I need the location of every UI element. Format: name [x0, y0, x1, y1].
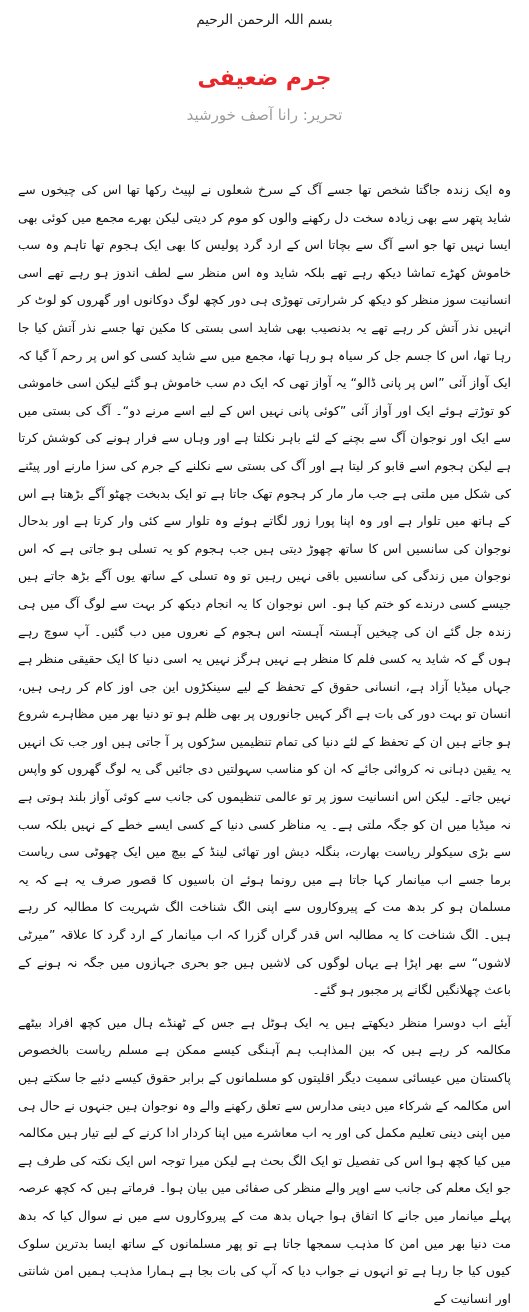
- article-body: [18, 176, 511, 1312]
- article-title: جرم ضعیفی: [197, 66, 332, 91]
- article-paragraph-2: آیئے اب دوسرا منظر دیکھتے ہیں یہ ایک ہوٹل ہے جس کے ٹھنڈے ہال میں کچھ افراد بیٹھے مکالمہ کر رہے ہیں کہ بین المذاہب ہم آہنگی کیسے ممکن ہے مسلم ریاست بالخصوص پاکستان میں عیسائی سمیت دیگر اقلیتوں کو مسلمانوں کے برابر حقوق کیسے دئیے جا سکتے ہیں اس مکالمہ کے شرکاء میں دینی مدارس سے تعلق رکھنے والے وہ نوجوان ہیں جنہوں نے حال ہی میں اپنی دینی تعلیم مکمل کی اور یہ اب معاشرے میں اپنا کردار ادا کرنے کے لیے تیار ہیں مکالمہ میں کیا کچھ ہوا اس کی تفصیل تو ایک الگ بحث ہے لیکن میرا توجہ اس ایک نکتہ کی طرف ہے جو ایک معلم کی جانب سے اوپر والے منظر کی صفائی میں بیان ہوا۔ فرماتے ہیں کہ کچھ عرصہ پہلے میانمار میں جانے کا اتفاق ہوا جہاں بدھ مت کے پیروکاروں سے میں نے سوال کیا کہ بدھ مت دنیا بھر میں امن کا مذہب سمجھا جاتا ہے تو پھر مسلمانوں کے ساتھ ایسا بدترین سلوک کیوں کیا جا رہا ہے تو انہوں نے جواب دیا کہ آپ کی بات بجا ہے ہمارا مذہب ہمیں امن شانتی اور انسانیت کے: [18, 1014, 511, 1306]
- author-byline: تحریر: رانا آصف خورشید: [186, 106, 343, 124]
- bismillah-heading: بسم اللہ الرحمن الرحیم: [196, 12, 333, 28]
- article-paragraph-1: وہ ایک زندہ جاگتا شخص تھا جسے آگ کے سرخ شعلوں نے لپیٹ رکھا تھا اس کی چیخوں سے شاید پتھر سے بھی زیادہ سخت دل رکھنے والوں کو موم کر دیتی لیکن بھرے مجمع میں کوئی بھی ایسا نہیں تھا جو اسے آگ سے بچاتا اس کے ارد گرد پولیس کا بھی ایک ہجوم تھا تاہم وہ سب خاموش کھڑے تماشا دیکھ رہے تھے بلکہ شاید وہ اس منظر سے لطف اندوز ہو رہے تھے اسی انسانیت سوز منظر کو دیکھ کر شرارتی تھوڑی ہی دور کچھ لوگ دوکانوں اور گھروں کو لوٹ کر انہیں نذر آتش کر رہے تھے یہ بدنصیب بھی شاید اسی بستی کا مکین تھا جسے نذر آتش کیا جا رہا تھا، اس کا جسم جل کر سیاہ ہو رہا تھا، مجمع میں سے شاید کسی کو اس پر رحم آ گیا کہ ایک آواز آئی ”اس پر پانی ڈالو“ یہ آواز تھی کہ ایک دم سب خاموش ہو گئے لیکن اسی خاموشی کو توڑتے ہوئے ایک اور آواز آئی ”کوئی پانی نہیں اس کے لیے اسے مرنے دو“۔ آگ کی بستی میں سے ایک اور نوجوان آگ سے بچنے کے لئے باہر نکلتا ہے اور وہاں سے فرار ہونے کی کوشش کرتا ہے لیکن ہجوم اسے قابو کر لیتا ہے اور آگ کی بستی سے نکلنے کے جرم کی سزا مارنے اور پیٹنے کی شکل میں ملتی ہے جب مار مار کر ہجوم تھک جاتا ہے تو ایک بدبخت چھٹو آگے بڑھتا ہے اس کے ہاتھ میں تلوار ہے اور وہ اپنا پورا زور لگاتے ہوئے وہ تلوار سے کئی وار کرتا ہے اور بدحال نوجوان کی سانسیں اس کا ساتھ چھوڑ دیتی ہیں جب ہجوم کو یہ تسلی ہو جاتی ہے کہ اس نوجوان میں زندگی کی سانسیں باقی نہیں رہیں تو وہ تسلی کے ساتھ یوں آگے بڑھ جاتے ہیں جیسے کسی درندے کو ختم کیا ہو۔ اس نوجوان کا یہ انجام دیکھ کر بہت سے لوگ آگ میں ہی زندہ جل گئے ان کی چیخیں آہستہ آہستہ اس ہجوم کے نعروں میں دب گئیں۔ آپ سوچ رہے ہوں گے کہ شاید یہ کسی فلم کا منظر ہے نہیں ہرگز نہیں یہ اسی دنیا کا ایک حقیقی منظر ہے جہاں میڈیا آزاد ہے، انسانی حقوق کے تحفظ کے لیے سینکڑوں این جی اوز کام کر رہی ہیں، انسان تو بہت دور کی بات ہے اگر کہیں جانوروں پر بھی ظلم ہو تو دنیا بھر میں مظاہرے شروع ہو جاتے ہیں ان کے تحفظ کے لئے دنیا کی تمام تنظیمیں سڑکوں پر آ جاتی ہیں اور جب تک انہیں یہ یقین دہانی نہ کروائی جائے کہ ان کو مناسب سہولتیں دی جائیں گی یہ لوگ گھروں کو واپس نہیں جاتے۔ لیکن اس انسانیت سوز پر تو عالمی تنظیموں کی جانب سے کوئی آواز بلند ہوتی ہے نہ میڈیا میں ان کو جگہ ملتی ہے۔ یہ مناظر کسی دنیا کے کسی ایسے خطے کے نہیں بلکہ سب سے بڑی سیکولر ریاست بھارت، بنگلہ دیش اور تھائی لینڈ کے بیچ میں ایک چھوٹی سی ریاست برما جسے اب میانمار کہا جاتا ہے میں رونما ہوئے ان باسیوں کا قصور صرف یہ ہے کہ یہ مسلمان ہو کر بدھ مت کے پیروکاروں سے اپنی الگ شناخت الگ شہریت کا مطالبہ کر رہے ہیں۔ الگ شناخت کا یہ مطالبہ اس قدر گراں گزرا کہ اب میانمار کے ارد گرد کا علاقہ ”میرٹی لاشوں“ سے بھر اپڑا ہے یہاں لوگوں کی لاشیں ہیں جو بحری جہازوں میں جگہ نہ ہونے کے باعث چھلانگیں لگانے پر مجبور ہو گئے۔: [18, 182, 511, 998]
